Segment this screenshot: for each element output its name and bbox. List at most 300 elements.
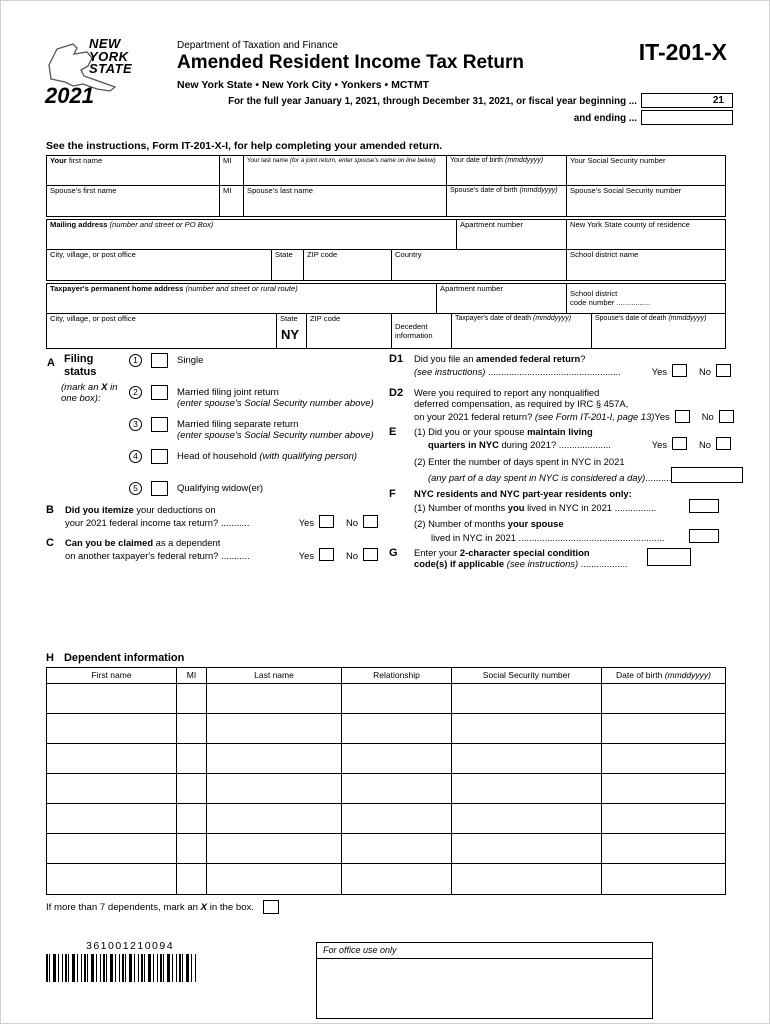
text-segment: Married filing joint return — [177, 387, 279, 398]
dependent-cell[interactable] — [602, 744, 725, 773]
logo-word-state: STATE — [89, 61, 133, 76]
filing-status-options — [129, 353, 384, 513]
dependent-cell[interactable] — [47, 864, 177, 894]
section-d2-yes-no — [654, 410, 733, 423]
text-segment: ZIP code — [310, 314, 341, 323]
section-d2 — [389, 387, 731, 423]
section-e1 — [389, 426, 731, 450]
section-e-yes-no — [652, 437, 731, 450]
text-segment: Did you file an — [414, 353, 477, 364]
dependent-column-header — [452, 668, 602, 683]
text-segment: City, village, or post office — [50, 250, 136, 259]
option-number: 5 — [129, 482, 142, 495]
field-label — [310, 315, 388, 324]
field-label — [395, 251, 563, 260]
field-label — [223, 157, 240, 166]
dependent-cell[interactable] — [452, 684, 602, 713]
option-number: 3 — [129, 418, 142, 431]
dependent-cell[interactable] — [207, 864, 342, 894]
text-segment: State — [275, 250, 293, 259]
option-number: 4 — [129, 450, 142, 463]
fiscal-year-begin-label: For the full year January 1, 2021, through December 31, 2021, or fiscal year beginning ... — [228, 96, 637, 107]
dependent-row — [47, 864, 725, 894]
dependent-cell[interactable] — [47, 804, 177, 833]
filing-status-section — [47, 353, 129, 513]
field-label — [570, 187, 722, 196]
filing-status-option — [129, 353, 384, 385]
yes-label: Yes — [651, 439, 668, 450]
option-label-sub — [177, 430, 374, 441]
text-segment: (1) Number of months — [414, 502, 508, 513]
text-segment: Mailing address — [50, 220, 110, 229]
dependent-cell[interactable] — [452, 834, 602, 863]
text-segment: Head of household — [177, 451, 260, 462]
text-segment: first name — [66, 156, 103, 165]
field-label — [275, 251, 300, 260]
text-segment: your spouse — [507, 518, 564, 529]
no-label: No — [699, 439, 711, 450]
field-label — [50, 251, 268, 260]
mailing-address-table — [46, 219, 726, 281]
text-segment: as a dependent — [153, 537, 221, 548]
text-segment: .................. — [578, 558, 628, 570]
text-segment: ZIP code — [307, 250, 338, 259]
section-f2 — [389, 518, 731, 543]
dependent-table — [46, 667, 726, 895]
spouse-ssn-field[interactable] — [567, 186, 725, 216]
county-of-residence-field[interactable] — [567, 220, 725, 249]
section-letter-d2: D2 — [389, 387, 404, 399]
section-f-text — [414, 502, 656, 513]
filing-status-checkbox-4[interactable] — [151, 449, 168, 464]
section-d1-text — [414, 353, 585, 364]
text-segment: Apartment number — [460, 220, 523, 229]
permanent-city-row — [47, 314, 725, 348]
section-e-no-checkbox[interactable] — [716, 437, 731, 450]
text-segment: Spouse's Social Security number — [570, 186, 682, 195]
dependent-cell[interactable] — [452, 714, 602, 743]
logo-word-york: YORK — [89, 48, 129, 64]
jurisdiction-line: New York State • New York City • Yonkers • MCTMT — [177, 79, 430, 91]
section-c-yes-checkbox[interactable] — [319, 548, 334, 561]
dependent-cell[interactable] — [207, 834, 342, 863]
your-ssn-field[interactable] — [567, 156, 725, 185]
filing-status-checkbox-5[interactable] — [151, 481, 168, 496]
text-segment: (see instructions) — [506, 558, 579, 570]
instructions-line: See the instructions, Form IT-201-X-I, for help completing your amended return. — [46, 140, 443, 152]
text-segment: Country — [395, 250, 422, 259]
special-condition-code-box[interactable] — [647, 548, 691, 566]
apartment-number-field[interactable] — [457, 220, 567, 249]
section-c-text — [65, 537, 220, 548]
section-b-no-checkbox[interactable] — [363, 515, 378, 528]
text-segment: Taxpayer's permanent home address — [50, 284, 186, 293]
fiscal-year-begin-value: 21 — [712, 95, 724, 106]
option-label-main — [177, 483, 263, 494]
dependent-cell[interactable] — [602, 804, 725, 833]
text-segment: lived in NYC in 2021 ................ — [524, 502, 657, 513]
spouse-date-of-death-field[interactable] — [592, 314, 725, 348]
your-mi-field[interactable] — [220, 156, 244, 185]
dependent-cell[interactable] — [207, 804, 342, 833]
dependent-overflow-note — [46, 900, 279, 914]
text-segment: Taxpayer's date of death — [455, 315, 533, 322]
dependent-cell[interactable] — [177, 834, 207, 863]
permanent-apartment-number-field[interactable] — [437, 284, 567, 313]
dependent-cell[interactable] — [207, 714, 342, 743]
text-segment: First name — [91, 670, 132, 680]
dependent-row — [47, 684, 725, 714]
dependent-cell[interactable] — [452, 864, 602, 894]
mailing-zip-field[interactable] — [304, 250, 392, 280]
text-segment: quarters in NYC — [428, 439, 499, 450]
text-segment: Your Social Security number — [570, 156, 666, 165]
text-segment: X — [101, 382, 108, 393]
text-segment: .......... — [645, 472, 672, 483]
option-label-main — [177, 451, 357, 462]
form-title: Amended Resident Income Tax Return — [177, 52, 524, 73]
text-segment: Your last name — [247, 157, 290, 164]
dependent-cell[interactable] — [47, 834, 177, 863]
right-question-column — [389, 353, 731, 583]
option-label-main — [177, 419, 374, 430]
spouse-mi-field[interactable] — [220, 186, 244, 216]
section-letter-c: C — [46, 537, 54, 549]
logo-wordmark — [89, 38, 132, 76]
dependent-row — [47, 744, 725, 774]
option-label-main — [177, 355, 203, 366]
section-f2-text — [414, 532, 664, 543]
section-letter-d1: D1 — [389, 353, 404, 365]
yes-label: Yes — [298, 550, 315, 561]
field-label — [450, 187, 563, 196]
section-g-text — [414, 547, 590, 558]
section-e-yes-checkbox[interactable] — [672, 437, 687, 450]
dependent-column-header — [207, 668, 342, 683]
section-g-text — [414, 558, 628, 569]
yes-label: Yes — [654, 411, 670, 423]
option-label — [177, 417, 374, 441]
field-label — [223, 187, 240, 196]
field-label — [247, 187, 443, 196]
your-last-name-field[interactable] — [244, 156, 447, 185]
option-label-main — [177, 387, 374, 398]
section-d2-yes-checkbox[interactable] — [675, 410, 690, 423]
text-segment: Date of birth — [616, 670, 665, 680]
dependent-cell[interactable] — [342, 804, 452, 833]
spouse-name-row — [47, 186, 725, 216]
fiscal-year-end-box[interactable] — [641, 110, 733, 125]
field-label — [307, 251, 388, 260]
text-segment: code(s) if applicable — [414, 558, 507, 570]
dependent-column-header — [47, 668, 177, 683]
filing-status-checkbox-1[interactable] — [151, 353, 168, 368]
text-segment: information — [395, 330, 433, 340]
text-segment: (enter spouse's Social Security number above) — [177, 398, 374, 409]
taxpayer-name-row — [47, 156, 725, 186]
dependent-cell[interactable] — [342, 714, 452, 743]
field-label — [247, 157, 443, 166]
dependent-cell[interactable] — [342, 684, 452, 713]
text-segment: (1) Did you or your spouse — [414, 426, 528, 437]
decedent-information-label — [392, 314, 452, 348]
text-segment: (2) Enter the number of days spent in NYC in 2021 — [414, 456, 625, 467]
field-label — [280, 315, 303, 324]
text-segment: MI — [223, 186, 232, 195]
school-district-name-field[interactable] — [567, 250, 725, 280]
dependent-cell[interactable] — [47, 774, 177, 803]
text-segment: (mmddyyyy) — [668, 315, 707, 322]
nyc-months-you-entry-box[interactable] — [689, 499, 719, 513]
text-segment: 2-character special condition — [459, 547, 590, 558]
dependent-cell[interactable] — [47, 744, 177, 773]
text-segment: MI — [186, 670, 197, 680]
dependent-cell[interactable] — [47, 714, 177, 743]
section-d1-yes-checkbox[interactable] — [672, 364, 687, 377]
field-label — [395, 332, 448, 341]
form-number: IT-201-X — [638, 39, 727, 65]
filing-status-checkbox-2[interactable] — [151, 385, 168, 400]
text-segment: (see instructions) — [414, 366, 486, 377]
dependent-cell[interactable] — [177, 864, 207, 894]
dependent-row — [47, 714, 725, 744]
section-d2-text — [414, 387, 599, 398]
text-segment: in one box): — [61, 382, 118, 404]
text-segment: New York State county of residence — [570, 220, 690, 229]
section-letter-h: H — [46, 652, 54, 664]
dependent-cell[interactable] — [602, 864, 725, 894]
text-segment: Social Security number — [482, 670, 571, 680]
dependent-cell[interactable] — [342, 864, 452, 894]
text-segment: during 2021? .................... — [498, 439, 611, 450]
spouse-last-name-field[interactable] — [244, 186, 447, 216]
more-than-7-dependents-checkbox[interactable] — [263, 900, 279, 914]
dependent-cell[interactable] — [342, 744, 452, 773]
dependent-cell[interactable] — [47, 684, 177, 713]
permanent-address-field[interactable] — [47, 284, 437, 313]
dependent-cell[interactable] — [177, 744, 207, 773]
text-segment: Spouse's first name — [50, 186, 117, 195]
field-label — [50, 221, 453, 230]
logo-word-new: NEW — [89, 36, 121, 51]
text-segment: on another taxpayer's federal return? ........... — [65, 550, 250, 561]
text-segment: in the box. — [207, 901, 255, 913]
text-segment: your deductions on — [133, 504, 216, 515]
dependent-cell[interactable] — [342, 774, 452, 803]
filing-status-option — [129, 417, 384, 449]
section-e2-text — [414, 472, 671, 483]
dependent-cell[interactable] — [207, 684, 342, 713]
text-segment: amended federal return — [476, 353, 581, 364]
dependent-cell[interactable] — [177, 804, 207, 833]
text-segment: Qualifying widow(er) — [177, 483, 264, 494]
field-label — [570, 221, 722, 230]
section-b-yes-checkbox[interactable] — [319, 515, 334, 528]
text-segment: ? — [580, 353, 586, 364]
barcode — [46, 954, 198, 982]
text-segment: lived in NYC in 2021 ........................................................ — [431, 532, 665, 543]
spouse-first-name-field[interactable] — [47, 186, 220, 216]
section-d2-no-checkbox[interactable] — [719, 410, 734, 423]
text-segment: Relationship — [373, 670, 420, 680]
text-segment: Decedent — [395, 322, 428, 331]
mailing-city-field[interactable] — [47, 250, 272, 280]
field-label — [50, 187, 216, 196]
yes-label: Yes — [298, 517, 315, 528]
dependent-cell[interactable] — [602, 714, 725, 743]
dependent-cell[interactable] — [177, 714, 207, 743]
dependent-column-header — [602, 668, 725, 683]
dependent-cell[interactable] — [342, 834, 452, 863]
field-label — [50, 157, 216, 166]
fiscal-year-begin-box[interactable] — [641, 93, 733, 108]
section-letter-f: F — [389, 488, 396, 500]
dependent-cell[interactable] — [602, 774, 725, 803]
text-segment: (with qualifying person) — [259, 451, 358, 462]
text-segment: ................................................... — [485, 366, 621, 377]
dependent-cell[interactable] — [602, 834, 725, 863]
section-d1 — [389, 353, 731, 377]
dependent-cell[interactable] — [452, 804, 602, 833]
permanent-city-field[interactable] — [47, 314, 277, 348]
nyc-months-spouse-entry-box[interactable] — [689, 529, 719, 543]
filing-status-checkbox-3[interactable] — [151, 417, 168, 432]
text-segment: (number and street or rural route) — [185, 284, 298, 293]
text-segment: maintain living — [527, 426, 593, 437]
dependent-cell[interactable] — [452, 744, 602, 773]
department-name: Department of Taxation and Finance — [177, 40, 339, 51]
text-segment: If more than 7 dependents, mark an — [46, 901, 201, 913]
text-segment: on your 2021 federal return? — [414, 411, 535, 423]
text-segment: you — [507, 502, 525, 513]
section-e2-text — [414, 456, 625, 467]
dependent-table-body — [47, 684, 725, 894]
section-b-text — [65, 517, 249, 528]
spouse-date-of-birth-field[interactable] — [447, 186, 567, 216]
text-segment: (mark an — [61, 382, 102, 393]
school-district-code-field[interactable] — [567, 284, 725, 313]
mailing-state-field[interactable] — [272, 250, 304, 280]
text-segment: Spouse's last name — [247, 186, 314, 195]
section-letter-e: E — [389, 426, 397, 438]
section-d2-text — [414, 398, 628, 409]
text-segment: State — [280, 314, 298, 323]
section-c-no-checkbox[interactable] — [363, 548, 378, 561]
no-label: No — [701, 411, 714, 423]
section-e-text — [414, 439, 611, 450]
nyc-days-entry-box[interactable] — [671, 467, 743, 483]
filing-status-option — [129, 385, 384, 417]
field-label — [50, 285, 433, 294]
mailing-city-row — [47, 250, 725, 280]
taxpayer-date-of-death-field[interactable] — [452, 314, 592, 348]
field-label — [440, 285, 563, 294]
text-segment: your 2021 federal income tax return? ........... — [65, 517, 250, 528]
text-segment: Enter your — [414, 547, 460, 558]
option-label — [177, 385, 374, 409]
section-letter-g: G — [389, 547, 398, 559]
dependent-cell[interactable] — [602, 684, 725, 713]
option-label-sub — [177, 398, 374, 409]
dependent-cell[interactable] — [452, 774, 602, 803]
text-segment: Apartment number — [440, 284, 503, 293]
country-field[interactable] — [392, 250, 567, 280]
section-d1-no-checkbox[interactable] — [716, 364, 731, 377]
text-segment: (enter spouse's Social Security number above) — [177, 430, 374, 441]
dependent-cell[interactable] — [177, 684, 207, 713]
text-segment: NYC residents and NYC part-year residents only: — [414, 488, 632, 499]
dependent-row — [47, 834, 725, 864]
your-date-of-birth-field[interactable] — [447, 156, 567, 185]
text-segment: (mmddyyyy) — [505, 157, 544, 164]
dependent-section-title: Dependent information — [63, 652, 185, 664]
option-label — [177, 449, 357, 462]
text-segment: School district name — [570, 250, 639, 259]
nys-logo — [43, 37, 183, 111]
section-f-heading — [414, 488, 632, 499]
no-label: No — [699, 366, 711, 377]
dependent-column-header — [177, 668, 207, 683]
text-segment: (mmddyyyy) — [533, 315, 572, 322]
name-table — [46, 155, 726, 217]
text-segment: (any part of a day spent in NYC is considered a day) — [428, 472, 646, 483]
mailing-address-field[interactable] — [47, 220, 457, 249]
dependent-row — [47, 774, 725, 804]
no-label: No — [346, 517, 358, 528]
filing-status-title: Filing status — [64, 353, 97, 378]
text-segment: Married filing separate return — [177, 419, 299, 430]
text-segment: (see Form IT-201-I, page 13) — [534, 411, 655, 423]
section-b-text — [65, 504, 216, 515]
text-segment: (for a joint return, enter spouse's name on line below) — [289, 157, 436, 164]
text-segment: Your date of birth — [450, 157, 506, 164]
field-label — [50, 315, 273, 324]
text-segment: Your — [50, 156, 67, 165]
section-f1 — [389, 488, 731, 513]
text-segment: code number ................ — [570, 297, 651, 307]
text-segment: City, village, or post office — [50, 314, 136, 323]
section-e-text — [414, 426, 593, 437]
field-label — [570, 299, 722, 308]
filing-status-note — [61, 382, 123, 404]
option-label — [177, 353, 203, 366]
filing-status-option — [129, 449, 384, 481]
section-b-yes-no — [299, 515, 378, 528]
section-g — [389, 547, 731, 570]
section-c-text — [65, 550, 250, 561]
text-segment: Last name — [254, 670, 294, 680]
text-segment: Spouse's date of death — [595, 315, 669, 322]
section-letter-b: B — [46, 504, 54, 516]
office-use-label: For office use only — [317, 943, 652, 959]
no-label: No — [346, 550, 358, 561]
overflow-note-text — [46, 902, 254, 913]
field-label — [455, 315, 588, 324]
dependent-cell[interactable] — [207, 774, 342, 803]
text-segment: MI — [223, 156, 232, 165]
option-label — [177, 481, 263, 494]
dependent-cell[interactable] — [207, 744, 342, 773]
field-label — [450, 157, 563, 166]
dependent-row — [47, 804, 725, 834]
permanent-state-field[interactable] — [277, 314, 307, 348]
dependent-cell[interactable] — [177, 774, 207, 803]
section-d1-yes-no — [652, 364, 731, 377]
section-d2-text — [414, 411, 654, 422]
your-first-name-field[interactable] — [47, 156, 220, 185]
permanent-zip-field[interactable] — [307, 314, 392, 348]
logo-year: 2021 — [45, 83, 94, 108]
